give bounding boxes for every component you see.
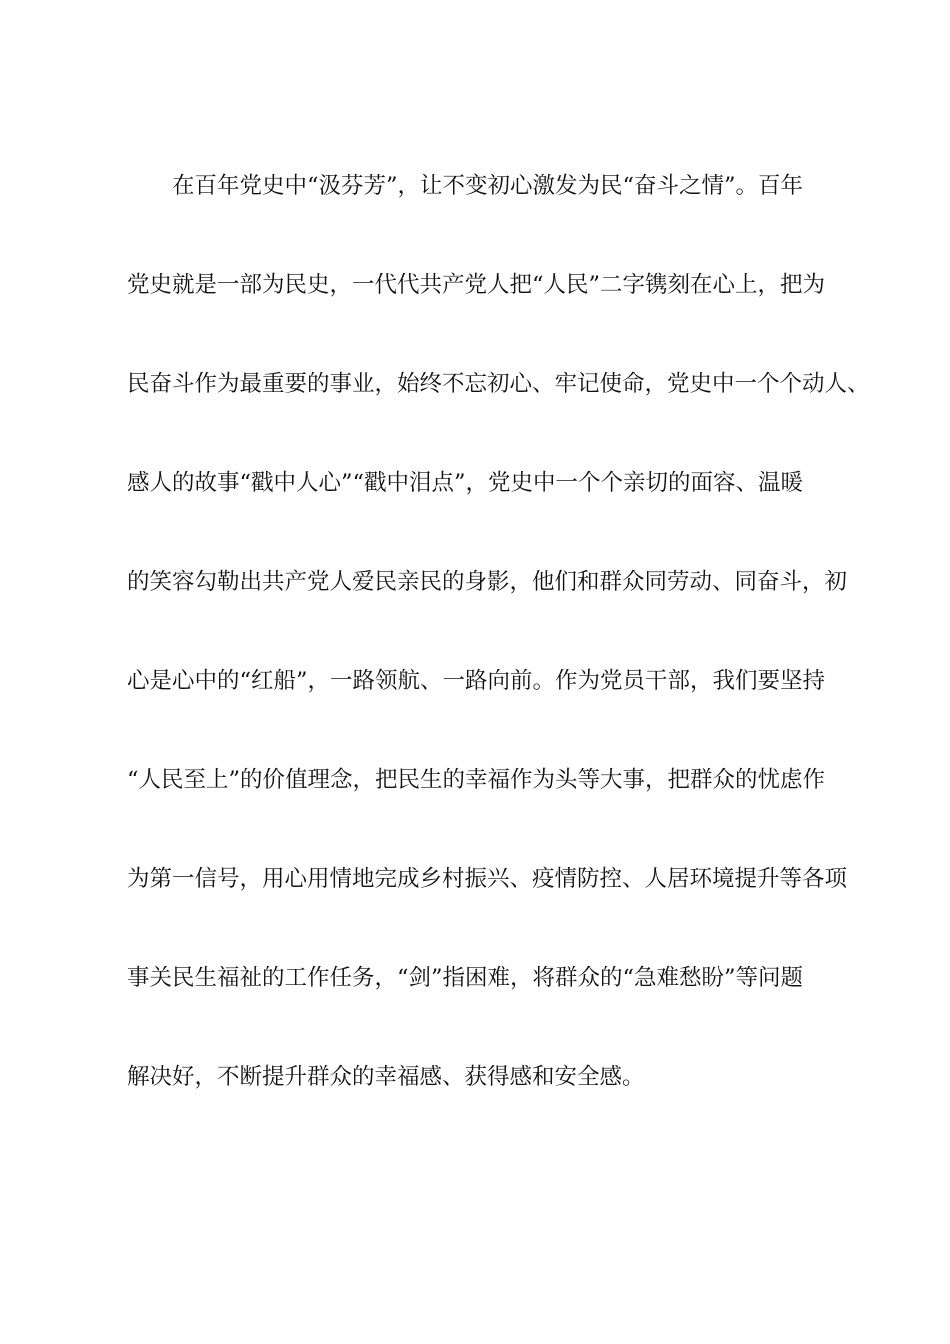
paragraph-line: 在百年党史中“汲芬芳”，让不变初心激发为民“奋斗之情”。百年 (172, 173, 804, 199)
paragraph-line: 解决好，不断提升群众的幸福感、获得感和安全感。 (127, 1064, 645, 1090)
paragraph-line: 感人的故事“戳中人心”“戳中泪点”，党史中一个个亲切的面容、温暖 (127, 470, 804, 496)
paragraph-line: 的笑容勾勒出共产党人爱民亲民的身影，他们和群众同劳动、同奋斗，初 (127, 569, 848, 595)
paragraph-line: 为第一信号，用心用情地完成乡村振兴、疫情防控、人居环境提升等各项 (127, 866, 848, 892)
body-paragraph (127, 164, 870, 1154)
paragraph-line: 事关民生福祉的工作任务，“剑”指困难，将群众的“急难愁盼”等问题 (127, 965, 804, 991)
paragraph-line: 心是心中的“红船”，一路领航、一路向前。作为党员干部，我们要坚持 (127, 668, 826, 694)
paragraph-line: 民奋斗作为最重要的事业，始终不忘初心、牢记使命，党史中一个个动人、 (127, 371, 870, 397)
paragraph-line: 党史就是一部为民史，一代代共产党人把“人民”二字镌刻在心上，把为 (127, 272, 826, 298)
paragraph-line: “人民至上”的价值理念，把民生的幸福作为头等大事，把群众的忧虑作 (127, 767, 826, 793)
